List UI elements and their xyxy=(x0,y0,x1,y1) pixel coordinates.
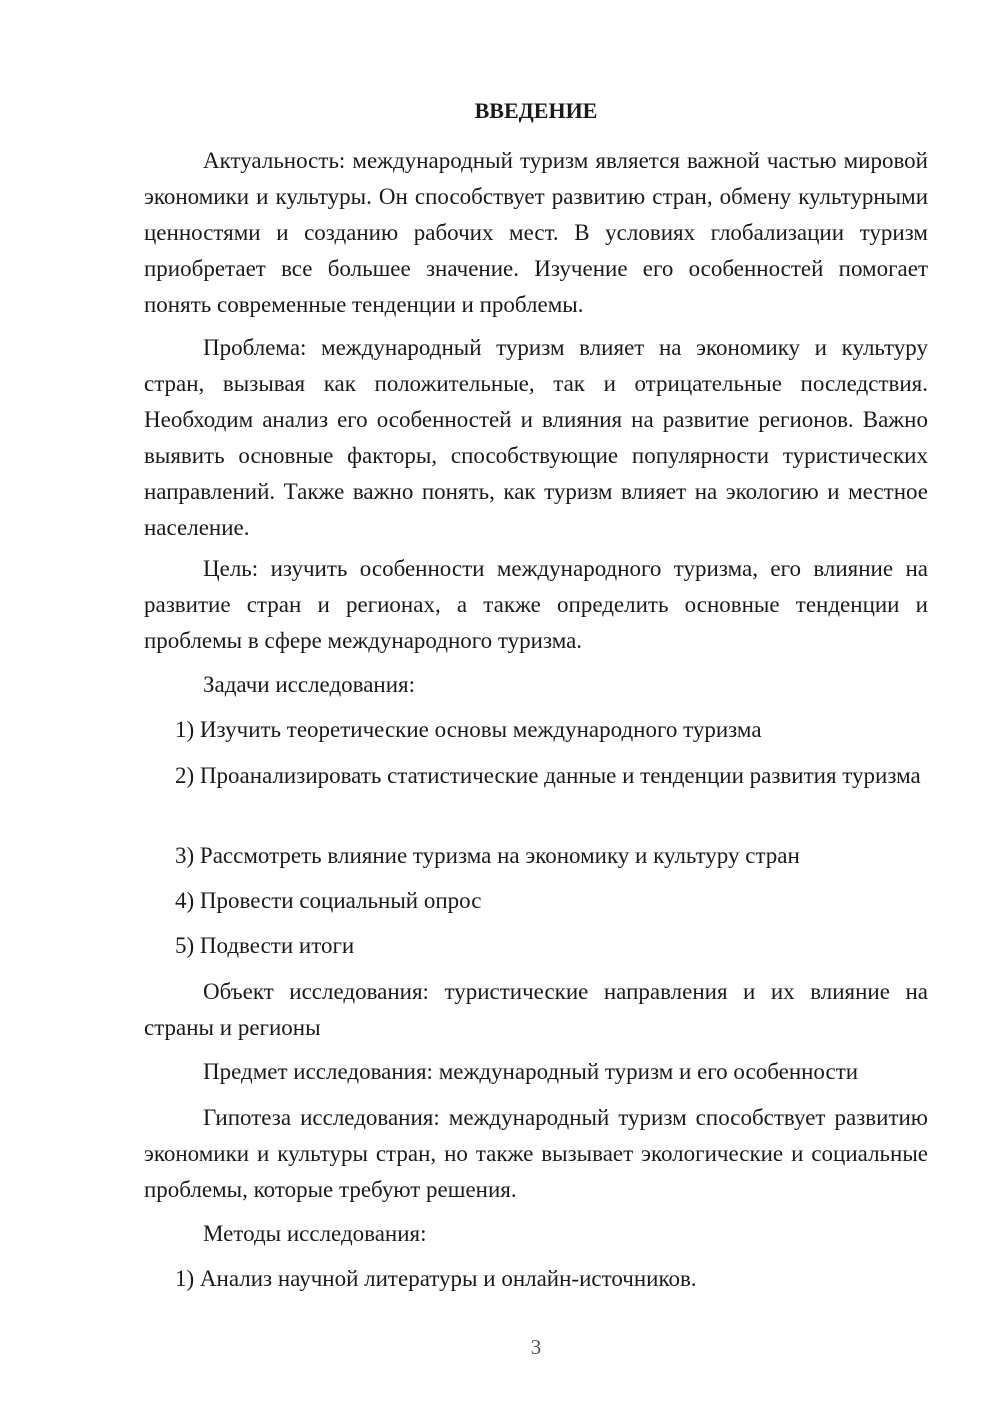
paragraph-subject: Предмет исследования: международный туризм и его особенности xyxy=(203,1059,859,1084)
task-item: 4) Провести социальный опрос xyxy=(175,888,482,913)
task-item: 5) Подвести итоги xyxy=(175,933,355,958)
method-item: 1) Анализ научной литературы и онлайн-источников. xyxy=(175,1266,697,1291)
paragraph-problem: Проблема: международный туризм влияет на экономику и культуру стран, вызывая как положительные, так и отрицательные последствия. Необходим анализ его особенностей и влияния на развитие регионов. Важно выявить основные факторы, способствующие популярности туристических направлений. Также важно понять, как туризм влияет на экологию и местное население. xyxy=(144,335,928,540)
task-item: 2) Проанализировать статистические данные и тенденции развития туризма xyxy=(175,763,921,788)
paragraph-object: Объект исследования: туристические направления и их влияние на страны и регионы xyxy=(144,979,928,1040)
task-item: 3) Рассмотреть влияние туризма на экономику и культуру стран xyxy=(175,843,800,868)
tasks-heading: Задачи исследования: xyxy=(203,672,416,697)
task-item: 1) Изучить теоретические основы международного туризма xyxy=(175,717,762,742)
paragraph-relevance: Актуальность: международный туризм является важной частью мировой экономики и культуры. Он способствует развитию стран, обмену культурными ценностями и созданию рабочих мест. В условиях глобализации туризм приобретает все большее значение. Изучение его особенностей помогает понять современные тенденции и проблемы. xyxy=(144,148,928,317)
paragraph-goal: Цель: изучить особенности международного туризма, его влияние на развитие стран и регионах, а также определить основные тенденции и проблемы в сфере международного туризма. xyxy=(144,556,928,653)
page-title: ВВЕДЕНИЕ xyxy=(474,98,598,123)
paragraph-hypothesis: Гипотеза исследования: международный туризм способствует развитию экономики и культуры стран, но также вызывает экологические и социальные проблемы, которые требуют решения. xyxy=(144,1105,928,1202)
methods-heading: Методы исследования: xyxy=(203,1221,427,1246)
page-number: 3 xyxy=(530,1335,542,1359)
